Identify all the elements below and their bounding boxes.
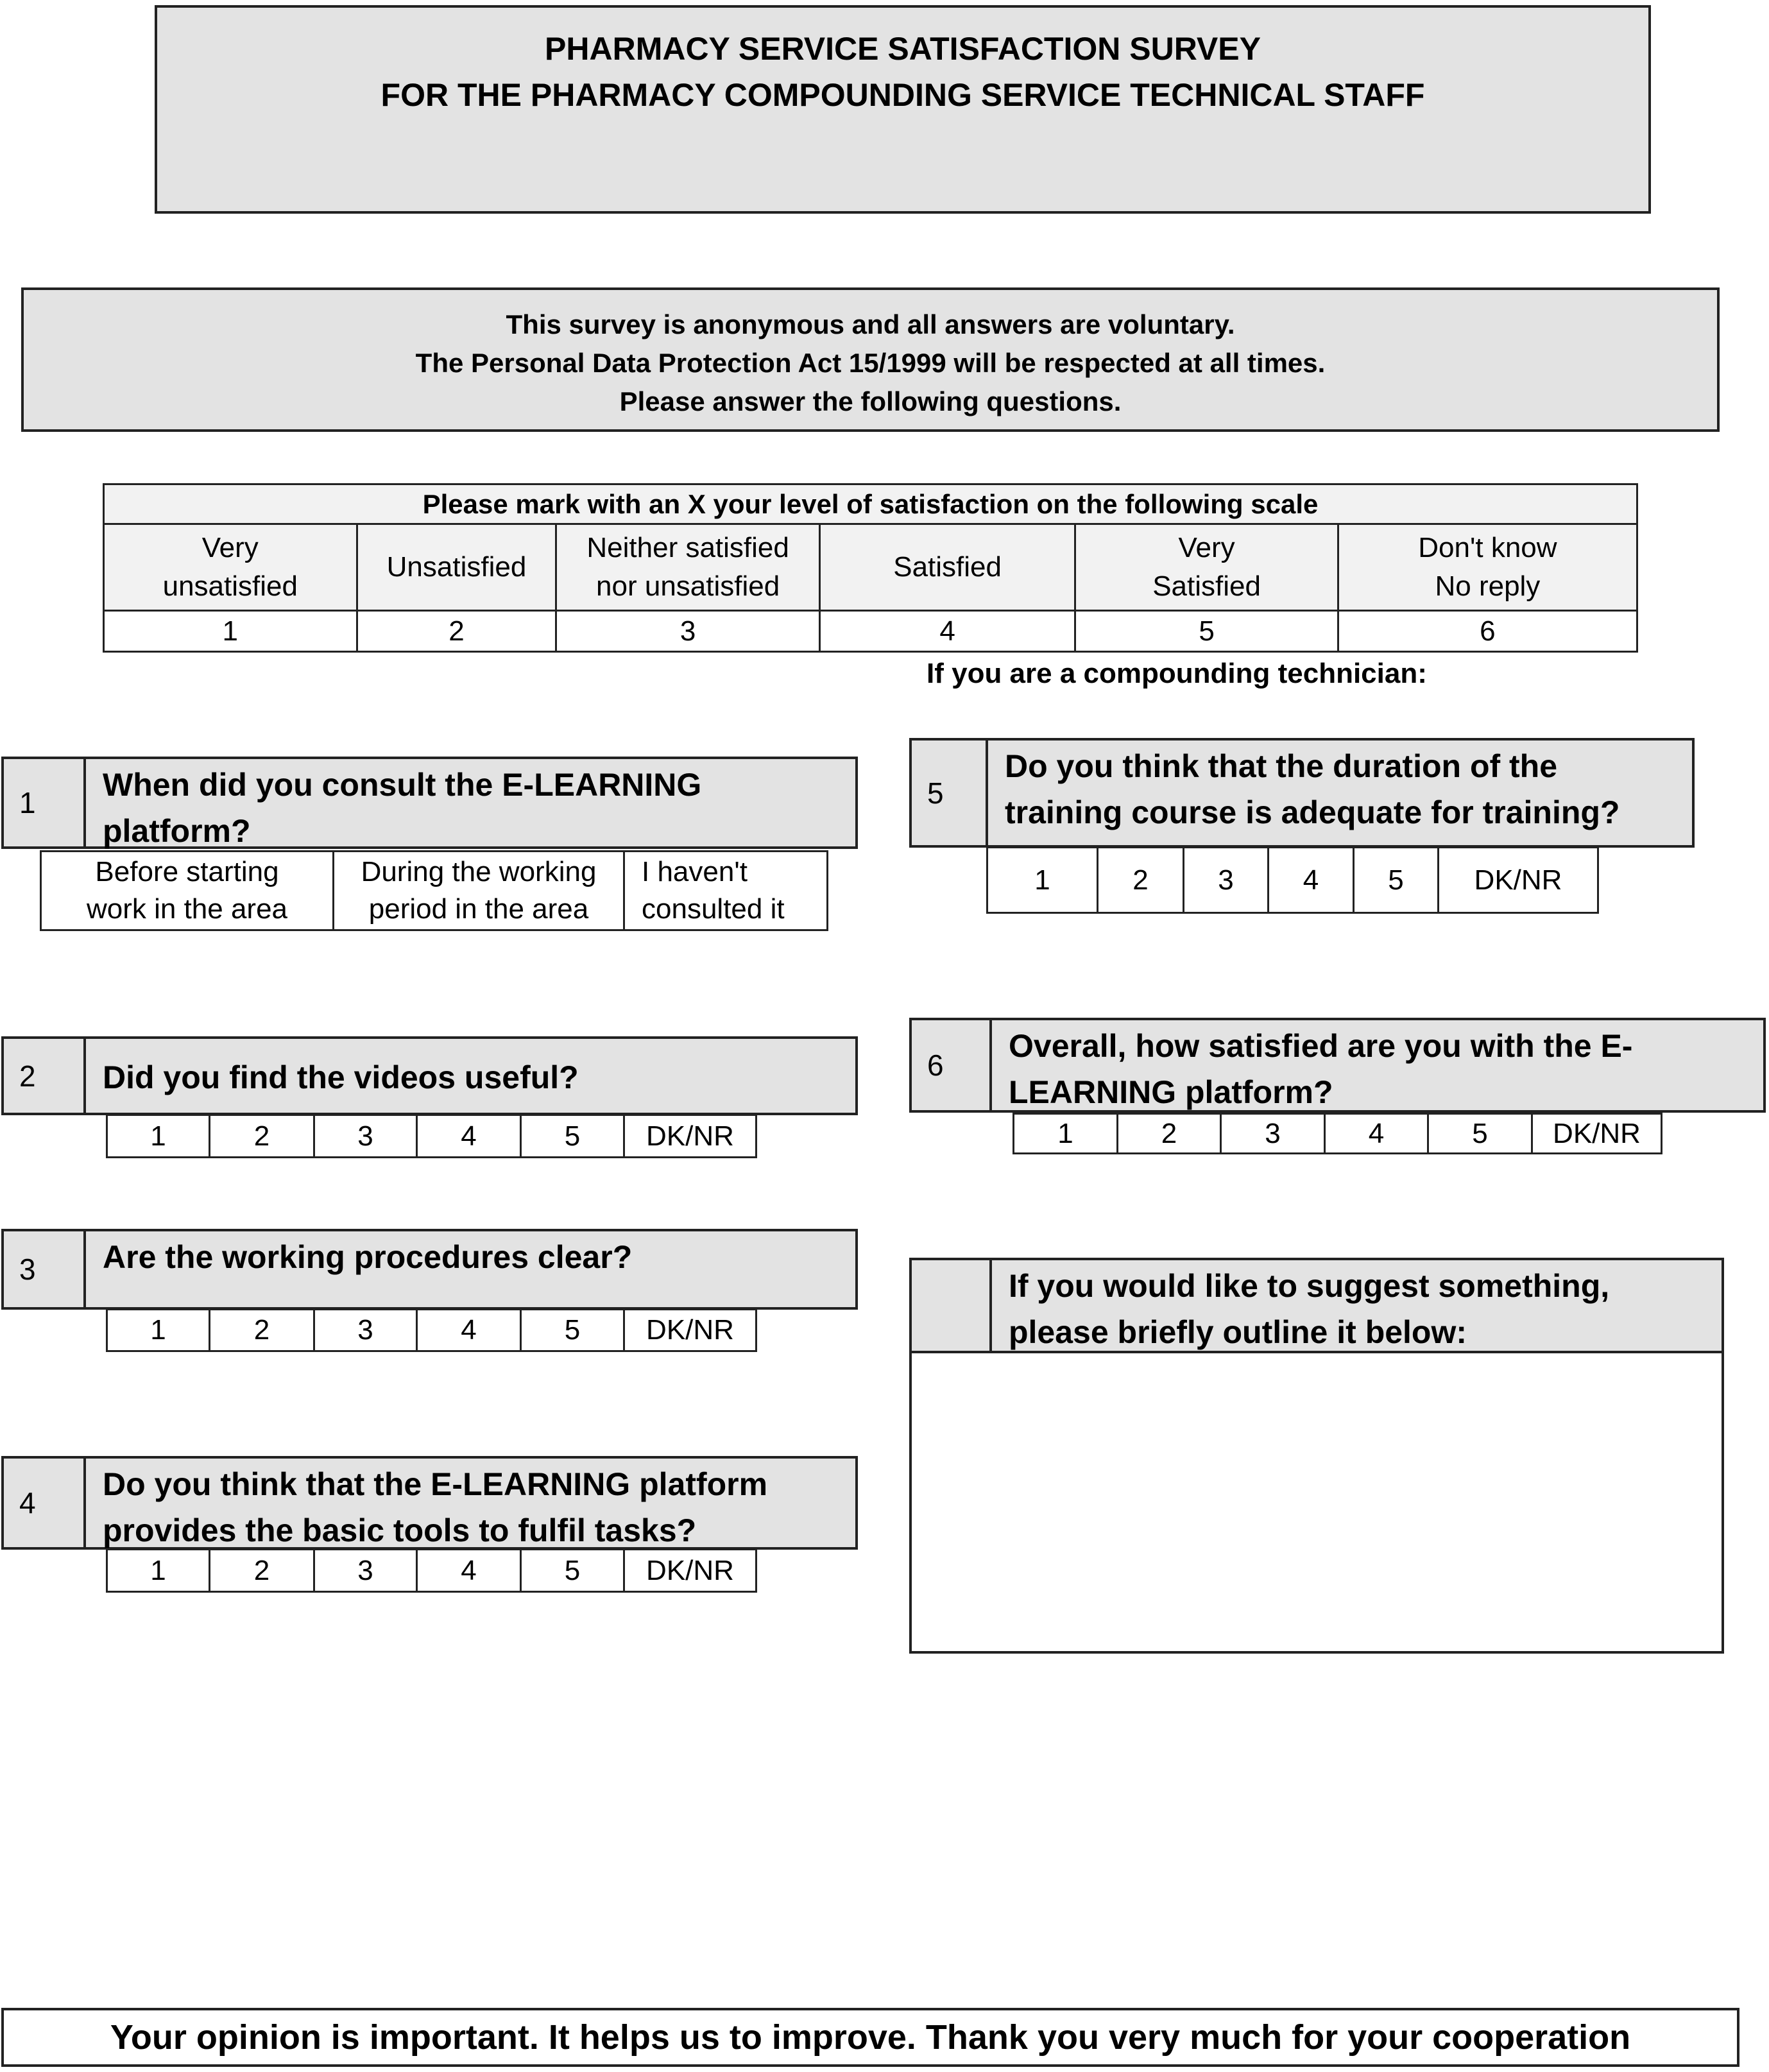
answer-option[interactable]: 1 xyxy=(107,1550,210,1592)
question-number: 5 xyxy=(912,741,988,845)
question-text-line: Are the working procedures clear? xyxy=(103,1239,633,1275)
question-4-header xyxy=(1,1456,858,1550)
answer-option[interactable]: DK/NR xyxy=(624,1550,756,1592)
question-5-header xyxy=(909,738,1695,848)
suggestion-number-cell xyxy=(912,1260,992,1351)
answer-option[interactable]: 5 xyxy=(1354,848,1439,913)
option-label-line: consulted it xyxy=(642,893,785,925)
answer-option[interactable]: 3 xyxy=(314,1115,417,1158)
question-4-answer-options xyxy=(106,1548,757,1593)
question-number: 4 xyxy=(4,1459,86,1547)
question-6-header xyxy=(909,1018,1766,1113)
scale-label-line: Neither satisfied xyxy=(586,532,789,563)
answer-option[interactable]: 4 xyxy=(1269,848,1354,913)
answer-option[interactable]: 2 xyxy=(210,1115,314,1158)
scale-label xyxy=(556,524,820,611)
info-line-2: The Personal Data Protection Act 15/1999 will be respected at all times. xyxy=(415,348,1326,378)
answer-option[interactable]: 3 xyxy=(1184,848,1269,913)
scale-label xyxy=(819,524,1075,611)
scale-heading: Please mark with an X your level of satisfaction on the following scale xyxy=(104,484,1637,524)
answer-option[interactable] xyxy=(624,852,828,930)
info-line-1: This survey is anonymous and all answers are voluntary. xyxy=(506,309,1235,339)
scale-value: 1 xyxy=(104,611,357,652)
suggestion-textarea[interactable] xyxy=(909,1351,1724,1654)
scale-label-line: Unsatisfied xyxy=(386,551,527,583)
answer-option[interactable]: 1 xyxy=(987,848,1098,913)
question-text-line: When did you consult the E-LEARNING xyxy=(103,767,702,803)
question-3-answer-options xyxy=(106,1308,757,1352)
question-number: 6 xyxy=(912,1020,992,1110)
answer-option[interactable]: 5 xyxy=(521,1310,624,1351)
scale-label-line: nor unsatisfied xyxy=(596,570,780,602)
question-2-answer-options xyxy=(106,1114,757,1158)
scale-label xyxy=(357,524,556,611)
answer-option[interactable]: 4 xyxy=(417,1115,521,1158)
answer-option[interactable]: 3 xyxy=(1221,1114,1325,1154)
suggestion-header xyxy=(909,1258,1724,1353)
question-number: 3 xyxy=(4,1231,86,1307)
question-text-line: training course is adequate for training? xyxy=(1005,794,1620,830)
scale-label-line: Don't know xyxy=(1418,532,1557,563)
answer-option[interactable] xyxy=(41,852,334,930)
answer-option[interactable]: 4 xyxy=(1325,1114,1428,1154)
answer-option[interactable]: 2 xyxy=(210,1310,314,1351)
answer-option[interactable]: DK/NR xyxy=(624,1115,756,1158)
suggestion-line-2: please briefly outline it below: xyxy=(1009,1314,1467,1350)
scale-value: 3 xyxy=(556,611,820,652)
question-2-header xyxy=(1,1036,858,1115)
question-text-line: provides the basic tools to fulfil tasks? xyxy=(103,1512,697,1548)
answer-option[interactable]: 4 xyxy=(417,1550,521,1592)
scale-label xyxy=(1075,524,1338,611)
answer-option[interactable] xyxy=(334,852,624,930)
scale-value: 5 xyxy=(1075,611,1338,652)
answer-option[interactable]: 1 xyxy=(107,1310,210,1351)
question-number: 1 xyxy=(4,759,86,846)
question-text-line: Did you find the videos useful? xyxy=(103,1059,579,1095)
scale-value: 4 xyxy=(819,611,1075,652)
question-text-line: platform? xyxy=(103,813,251,849)
answer-option[interactable]: 5 xyxy=(1428,1114,1532,1154)
answer-option[interactable]: 3 xyxy=(314,1310,417,1351)
answer-option[interactable]: 2 xyxy=(1118,1114,1221,1154)
answer-option[interactable]: 5 xyxy=(521,1115,624,1158)
question-text-line: Do you think that the E-LEARNING platform xyxy=(103,1466,768,1502)
title-line-2: FOR THE PHARMACY COMPOUNDING SERVICE TECHNICAL STAFF xyxy=(380,77,1425,113)
answer-option[interactable]: 1 xyxy=(1014,1114,1118,1154)
scale-value: 6 xyxy=(1338,611,1637,652)
scale-label xyxy=(1338,524,1637,611)
scale-label xyxy=(104,524,357,611)
scale-label-line: Satisfied xyxy=(1152,570,1261,602)
question-text-line: Overall, how satisfied are you with the E- xyxy=(1009,1028,1633,1064)
answer-option[interactable]: DK/NR xyxy=(1532,1114,1662,1154)
question-text-line: LEARNING platform? xyxy=(1009,1074,1333,1110)
option-label-line: work in the area xyxy=(86,893,288,925)
option-label-line: period in the area xyxy=(368,893,589,925)
suggestion-line-1: If you would like to suggest something, xyxy=(1009,1268,1610,1304)
scale-label-line: Very xyxy=(1178,532,1235,563)
question-text-line: Do you think that the duration of the xyxy=(1005,748,1558,784)
answer-option[interactable]: 2 xyxy=(1098,848,1184,913)
question-number: 2 xyxy=(4,1039,86,1113)
answer-option[interactable]: 2 xyxy=(210,1550,314,1592)
title-line-1: PHARMACY SERVICE SATISFACTION SURVEY xyxy=(545,31,1261,67)
answer-option[interactable]: 3 xyxy=(314,1550,417,1592)
question-3-header xyxy=(1,1229,858,1310)
scale-value: 2 xyxy=(357,611,556,652)
option-label-line: I haven't xyxy=(642,856,748,887)
info-notice xyxy=(21,287,1720,432)
scale-label-line: Satisfied xyxy=(893,551,1002,583)
scale-label-line: No reply xyxy=(1435,570,1541,602)
question-1-answer-options xyxy=(40,850,828,931)
footer-message: Your opinion is important. It helps us to improve. Thank you very much for your cooperation xyxy=(1,2008,1739,2067)
scale-label-line: unsatisfied xyxy=(162,570,298,602)
question-6-answer-options xyxy=(1013,1113,1662,1154)
scale-label-line: Very xyxy=(201,532,259,563)
question-5-answer-options xyxy=(986,846,1599,914)
question-1-header xyxy=(1,757,858,849)
satisfaction-scale-legend xyxy=(103,483,1638,653)
option-label-line: Before starting xyxy=(95,856,279,887)
answer-option[interactable]: DK/NR xyxy=(1439,848,1598,913)
answer-option[interactable]: 5 xyxy=(521,1550,624,1592)
technician-note: If you are a compounding technician: xyxy=(927,658,1427,689)
answer-option[interactable]: 4 xyxy=(417,1310,521,1351)
survey-title xyxy=(155,5,1651,214)
option-label-line: During the working xyxy=(361,856,597,887)
answer-option[interactable]: DK/NR xyxy=(624,1310,756,1351)
info-line-3: Please answer the following questions. xyxy=(619,386,1122,416)
answer-option[interactable]: 1 xyxy=(107,1115,210,1158)
